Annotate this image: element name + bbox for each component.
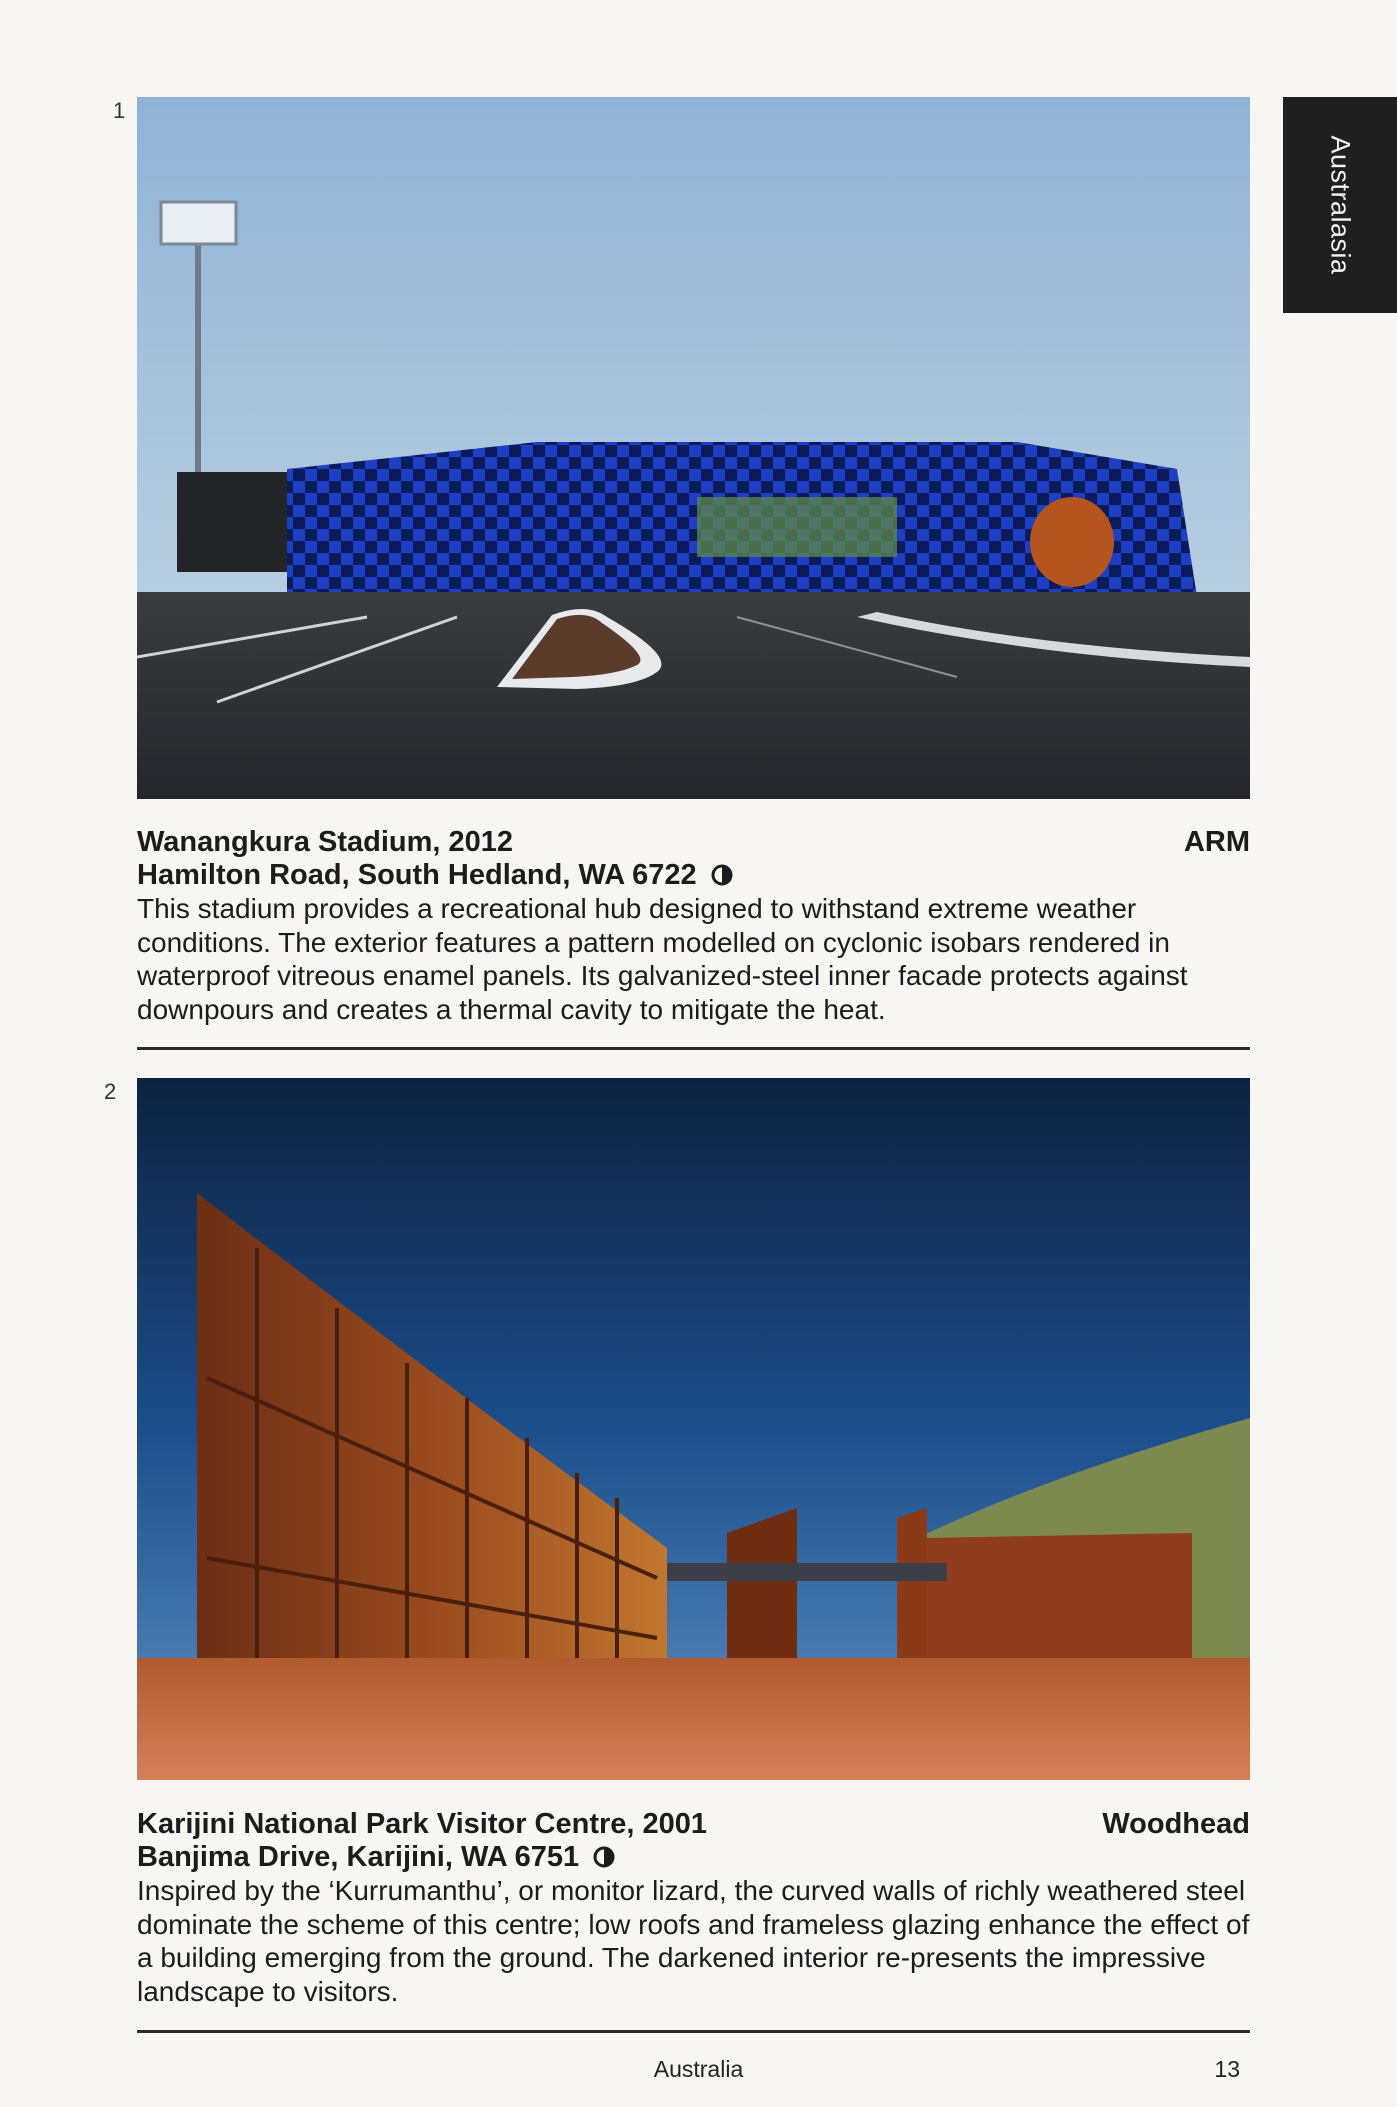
address-text: Hamilton Road, South Hedland, WA 6722	[137, 859, 697, 891]
half-filled-circle-icon	[593, 1846, 615, 1868]
divider-rule	[137, 2030, 1250, 2033]
entry-title-row-2	[137, 1808, 1250, 1841]
entry-number-2: 2	[104, 1079, 117, 1104]
region-tab	[1283, 97, 1397, 313]
entry-title-row-1	[137, 826, 1250, 859]
entry-caption-1	[137, 826, 1250, 1026]
divider-rule	[137, 1047, 1250, 1050]
visitor-centre-photo	[137, 1078, 1250, 1780]
half-filled-circle-icon	[711, 864, 733, 886]
architect-name: Woodhead	[1102, 1808, 1250, 1840]
page-number: 13	[1214, 2056, 1240, 2082]
entry-number-1: 1	[113, 98, 126, 123]
building-title: Karijini National Park Visitor Centre, 2001	[137, 1808, 708, 1840]
architect-name: ARM	[1183, 826, 1250, 858]
footer-country: Australia	[653, 2056, 744, 2082]
stadium-photo	[137, 97, 1250, 799]
building-address	[137, 859, 1250, 892]
building-address	[137, 1841, 1250, 1874]
address-text: Banjima Drive, Karijini, WA 6751	[137, 1841, 580, 1873]
building-description: Inspired by the ‘Kurrumanthu’, or monitor lizard, the curved walls of richly weathered steel dominate the scheme of this centre; low roofs and frameless glazing enhance the effect of a building emerging from the ground. The darkened interior re-presents the impressive landscape to visitors.	[137, 1875, 1250, 2007]
entry-caption-2	[137, 1808, 1250, 2008]
building-description: This stadium provides a recreational hub designed to withstand extreme weather conditions. The exterior features a pattern modelled on cyclonic isobars rendered in waterproof vitreous enamel panels. Its galvanized-steel inner facade protects against downpours and creates a thermal cavity to mitigate the heat.	[137, 893, 1188, 1025]
region-tab-label: Australasia	[1325, 135, 1356, 275]
building-title: Wanangkura Stadium, 2012	[137, 826, 514, 858]
